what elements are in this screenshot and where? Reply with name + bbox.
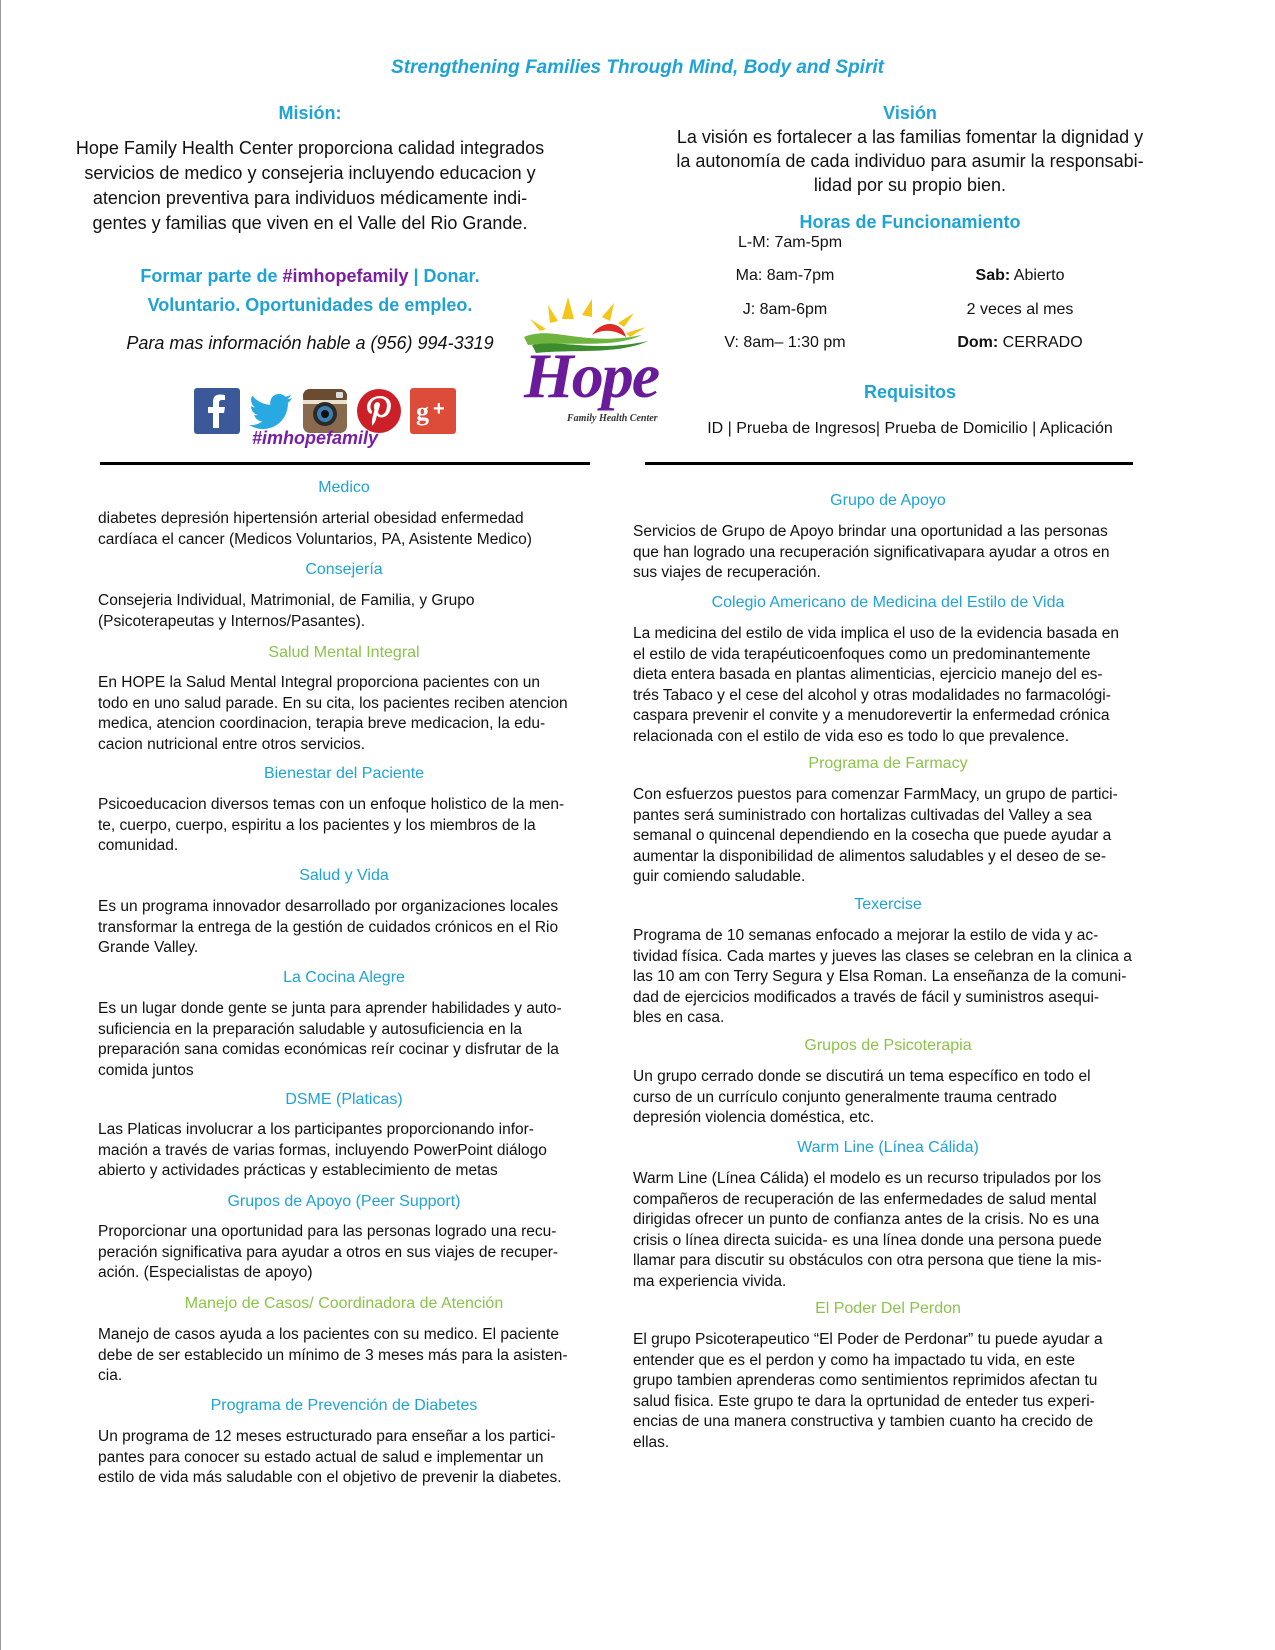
section-body [98,509,598,550]
section-body [98,795,598,857]
join-hashtag-link[interactable]: #imhopefamily [282,266,409,286]
section-line: Un grupo cerrado donde se discutirá un tema específico en todo el [633,1068,1091,1085]
vision-line: La visión es fortalecer a las familias fomentar la dignidad y [676,127,1144,147]
section-line: Un programa de 12 meses estructurado para enseñar a los partici- [98,1428,556,1445]
mission-line: atencion preventiva para individuos médicamente indi- [92,188,528,208]
section-line: abierto y actividades prácticas y establecimiento de metas [98,1162,498,1179]
section-body [98,1222,598,1284]
section-title: DSME (Platicas) [285,1091,403,1108]
section-line: tividad física. Cada martes y jueves las clases se celebran en la clinica a [633,947,1132,965]
section-line: cardíaca el cancer (Medicos Voluntarios, PA, Asistente Medico) [98,530,532,548]
section-title: Consejería [305,561,383,578]
section-line: encias de una manera constructiva y tambien cuanto ha crecido de [633,1413,1094,1430]
section-body [633,1169,1148,1292]
section-line: dad de ejercicios modificados a través de fácil y suministros asequi- [633,988,1100,1006]
contact-phone: Para mas información hable a (956) 994-3319 [126,333,494,353]
mission-line: servicios de medico y consejeria incluyendo educacion y [84,163,536,183]
section-title: Manejo de Casos/ Coordinadora de Atención [184,1295,504,1312]
section-line: Servicios de Grupo de Apoyo brindar una oportunidad a las personas [633,523,1108,540]
section-title: Salud y Vida [299,867,389,884]
vision-line: la autonomía de cada individuo para asumir la responsabi- [676,151,1144,171]
section-line: Psicoeducacion diversos temas con un enfoque holistico de la men- [98,796,565,813]
svg-text:g: g [416,397,429,426]
section-line: relacionada con el estilo de vida eso es todo lo que prevalence. [633,727,1070,745]
section-body [633,785,1148,888]
section-line: medica, atencion coordinacion, terapia breve medicacion, la edu- [98,715,546,732]
logo-subtitle: Family Health Center [567,413,658,424]
hours-dom-label: Dom: [957,334,999,351]
section-body [633,624,1148,747]
section-line: Manejo de casos ayuda a los pacientes con su medico. El paciente [98,1326,559,1343]
section-line: Es un programa innovador desarrollado por organizaciones locales [98,898,559,915]
section-line: trés Tabaco y el cese del alcohol y otras modalidades no farmacológi- [633,686,1111,704]
section-line: dirigidas ofrecer un punto de confianza antes de la crisis. No es una [633,1211,1100,1228]
section-title: Grupo de Apoyo [830,492,946,509]
section-line: ellas. [633,1433,670,1451]
section-line: depresión violencia doméstica, etc. [633,1109,875,1126]
section-line: guir comiendo saludable. [633,868,806,885]
section-line: bles en casa. [633,1009,725,1026]
hours-sab [940,267,1100,285]
section-line: Es un lugar donde gente se junta para aprender habilidades y auto- [98,1000,562,1017]
section-line: crisis o línea directa suicida- es una línea donde una persona puede [633,1231,1102,1249]
section-line: cia. [98,1367,123,1384]
svg-text:+: + [433,398,445,420]
section-line: El grupo Psicoterapeutico “El Poder de Perdonar” tu puede ayudar a [633,1331,1103,1348]
mission-text [40,136,580,236]
section-title: La Cocina Alegre [283,969,405,986]
section-line: suficiencia en la preparación saludable y autosuficiencia en la [98,1020,522,1038]
hours-sab-value: Abierto [1010,267,1065,284]
section-line: preparación sana comidas económicas reír cocinar y disfrutar de la [98,1041,559,1058]
section-line: que han logrado una recuperación significativapara ayudar a otros en [633,543,1110,561]
hope-logo [522,297,662,432]
section-line: el estilo de vida terapéuticoenfoques como un predominantemente [633,645,1091,663]
section-body [633,1330,1148,1453]
mission-line: gentes y familias que viven en el Valle del Rio Grande. [92,213,528,233]
section-line: peración significativa para ayudar a otros en sus viajes de recuper- [98,1243,559,1261]
section-body [98,591,598,632]
section-line: dieta entera basada en plantas alimenticias, ejercicio manejo del es- [633,666,1103,683]
section-line: entender que es el perdon y como ha impactado tu vida, en este [633,1351,1076,1369]
section-line: transformar la entrega de la gestión de cuidados crónicos en el Rio [98,918,559,936]
section-body [98,1427,598,1489]
section-line: comida juntos [98,1061,194,1079]
vision-text [630,125,1190,197]
section-line: caspara prevenir el convite y a menudorevertir la enfermedad crónica [633,707,1110,724]
section-line: Programa de 10 semanas enfocado a mejorar la estilo de vida y ac- [633,927,1099,944]
hours-dom-value: CERRADO [998,334,1083,351]
section-line: curso de un currículo conjunto generalmente trauma centrado [633,1088,1057,1106]
hours-dom [940,334,1100,352]
join-suffix: | Donar. [408,266,480,286]
hours-sab-label: Sab: [975,267,1011,284]
section-line: semanal o quincenal dependiendo en la cosecha que puede ayudar a [633,827,1112,844]
hours-v: V: 8am– 1:30 pm [724,334,846,351]
section-line: Warm Line (Línea Cálida) el modelo es un recurso tripulados por los [633,1170,1102,1187]
section-title: El Poder Del Perdon [815,1300,961,1317]
mission-title: Misión: [278,103,342,123]
hours-j: J: 8am-6pm [742,301,828,318]
left-divider [100,462,590,465]
section-line: salud fisica. Este grupo te dara la oprtunidad de enteder tus experi- [633,1392,1095,1410]
section-line: diabetes depresión hipertensión arterial obesidad enfermedad [98,510,524,527]
vision-line: lidad por su propio bien. [813,175,1007,195]
join-line2: Voluntario. Oportunidades de empleo. [147,295,473,315]
section-line: mación a través de varias formas, incluyendo PowerPoint diálogo [98,1141,547,1159]
section-title: Programa de Farmacy [808,755,968,772]
section-title: Medico [318,479,370,496]
section-body [98,897,598,959]
section-line: debe de ser establecido un mínimo de 3 meses más para la asisten- [98,1346,568,1364]
tagline: Strengthening Families Through Mind, Body and Spirit [391,57,884,78]
section-title: Colegio Americano de Medicina del Estilo de Vida [711,594,1065,611]
section-line: Consejeria Individual, Matrimonial, de Familia, y Grupo [98,592,475,609]
footer-hashtag[interactable]: #imhopefamily [251,428,379,448]
section-line: comunidad. [98,837,179,854]
section-line: (Psicoterapeutas y Internos/Pasantes). [98,612,366,630]
right-divider [645,462,1133,465]
section-line: Proporcionar una oportunidad para las personas logrado una recu- [98,1223,557,1240]
section-body [633,926,1148,1029]
logo-word: Hope [524,340,659,411]
join-prefix: Formar parte de [140,266,283,286]
section-body [98,673,598,755]
hours-title: Horas de Funcionamiento [799,212,1021,232]
section-body [98,999,598,1081]
requirements-title: Requisitos [863,382,956,402]
section-title: Salud Mental Integral [268,644,420,661]
section-line: cacion nutricional entre otros servicios. [98,735,366,753]
section-body [98,1325,598,1387]
hours-ma: Ma: 8am-7pm [735,267,835,284]
section-title: Grupos de Apoyo (Peer Support) [227,1193,461,1210]
section-line: ación. (Especialistas de apoyo) [98,1264,313,1281]
requirements-text: ID | Prueba de Ingresos| Prueba de Domicilio | Aplicación [707,420,1113,437]
section-title: Texercise [854,896,922,913]
page-edge [0,0,1,1650]
join-block [40,262,580,320]
section-line: todo en uno salud parade. En su cita, los pacientes reciben atencion [98,694,568,712]
section-line: Las Platicas involucrar a los participantes proporcionando infor- [98,1121,534,1138]
section-line: aumentar la disponibilidad de alimentos saludables y el deseo de se- [633,847,1107,865]
section-line: pantes será suministrado con hortalizas cultivadas del Valley a sea [633,806,1092,824]
section-title: Grupos de Psicoterapia [804,1037,972,1054]
section-line: Grande Valley. [98,939,199,956]
section-line: Con esfuerzos puestos para comenzar FarmMacy, un grupo de partici- [633,786,1118,803]
section-body [98,1120,598,1182]
section-line: las 10 am con Terry Segura y Elsa Roman. La enseñanza de la comuni- [633,968,1127,985]
section-title: Bienestar del Paciente [263,765,425,782]
section-line: sus viajes de recuperación. [633,564,821,581]
section-line: grupo tambien aprenderas como sentimientos reprimidos afectan tu [633,1372,1098,1389]
section-title: Warm Line (Línea Cálida) [797,1139,979,1156]
section-line: ma experiencia vivida. [633,1272,787,1290]
section-line: compañeros de recuperación de las enfermedades de salud mental [633,1190,1097,1208]
hours-sab-note: 2 veces al mes [966,301,1074,318]
section-line: pantes para conocer su estado actual de salud e implementar un [98,1448,544,1466]
section-line: llamar para discutir su obstáculos con otra persona que tiene la mis- [633,1252,1102,1269]
hours-lm: L-M: 7am-5pm [738,234,843,251]
section-body [633,1067,1148,1129]
section-body [633,522,1148,584]
section-line: te, cuerpo, cuerpo, espiritu a los pacientes y los miembros de la [98,816,536,834]
section-line: estilo de vida más saludable con el objetivo de prevenir la diabetes. [98,1469,562,1486]
section-title: Programa de Prevención de Diabetes [210,1397,478,1414]
vision-title: Visión [883,103,937,123]
mission-line: Hope Family Health Center proporciona calidad integrados [75,138,545,158]
section-line: La medicina del estilo de vida implica el uso de la evidencia basada en [633,625,1119,642]
section-line: En HOPE la Salud Mental Integral proporciona pacientes con un [98,674,541,691]
